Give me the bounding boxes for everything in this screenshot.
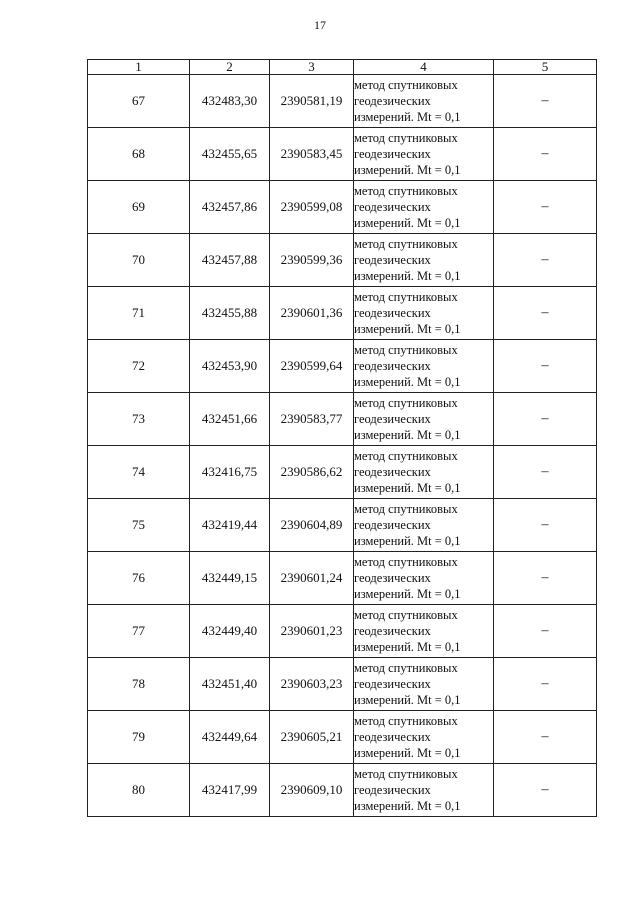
table-row [88,446,597,499]
method-description [354,287,494,340]
coordinate-x: 432449,64 [190,711,270,764]
method-line-1: метод спутниковых [354,290,458,304]
table-row [88,75,597,128]
coordinate-y: 2390604,89 [270,499,354,552]
method-line-1: метод спутниковых [354,714,458,728]
point-number: 77 [88,605,190,658]
coordinate-y: 2390581,19 [270,75,354,128]
method-line-1: метод спутниковых [354,396,458,410]
coordinate-x: 432457,88 [190,234,270,287]
point-number: 68 [88,128,190,181]
method-description [354,499,494,552]
method-description [354,658,494,711]
coordinate-y: 2390601,23 [270,605,354,658]
method-line-3: измерений. Mt = 0,1 [354,746,461,760]
method-line-3: измерений. Mt = 0,1 [354,481,461,495]
method-line-2: геодезических [354,94,431,108]
column-header-1: 1 [88,60,190,75]
coordinate-y: 2390586,62 [270,446,354,499]
coordinate-y: 2390605,21 [270,711,354,764]
point-number: 74 [88,446,190,499]
coordinate-x: 432417,99 [190,764,270,817]
coordinate-x: 432449,15 [190,552,270,605]
method-line-3: измерений. Mt = 0,1 [354,269,461,283]
table-row [88,128,597,181]
description-dash: – [494,711,597,764]
method-description [354,181,494,234]
description-dash: – [494,181,597,234]
method-description [354,605,494,658]
method-line-3: измерений. Mt = 0,1 [354,375,461,389]
method-line-2: геодезических [354,200,431,214]
point-number: 79 [88,711,190,764]
method-line-2: геодезических [354,677,431,691]
method-line-3: измерений. Mt = 0,1 [354,534,461,548]
method-description [354,234,494,287]
point-number: 73 [88,393,190,446]
description-dash: – [494,764,597,817]
method-line-1: метод спутниковых [354,78,458,92]
coordinate-y: 2390599,36 [270,234,354,287]
method-line-3: измерений. Mt = 0,1 [354,110,461,124]
description-dash: – [494,287,597,340]
coordinate-x: 432416,75 [190,446,270,499]
description-dash: – [494,499,597,552]
table-row [88,499,597,552]
method-line-1: метод спутниковых [354,661,458,675]
method-description [354,552,494,605]
method-description [354,340,494,393]
coordinate-y: 2390601,36 [270,287,354,340]
method-line-3: измерений. Mt = 0,1 [354,428,461,442]
point-number: 72 [88,340,190,393]
table-row [88,711,597,764]
coordinates-table [87,59,597,817]
method-line-2: геодезических [354,783,431,797]
method-line-3: измерений. Mt = 0,1 [354,799,461,813]
method-description [354,393,494,446]
description-dash: – [494,552,597,605]
point-number: 76 [88,552,190,605]
method-line-2: геодезических [354,412,431,426]
description-dash: – [494,446,597,499]
column-header-3: 3 [270,60,354,75]
method-description [354,711,494,764]
coordinate-y: 2390583,45 [270,128,354,181]
description-dash: – [494,658,597,711]
point-number: 71 [88,287,190,340]
method-line-3: измерений. Mt = 0,1 [354,163,461,177]
method-line-1: метод спутниковых [354,502,458,516]
method-line-1: метод спутниковых [354,131,458,145]
method-description [354,446,494,499]
coordinate-x: 432419,44 [190,499,270,552]
method-line-2: геодезических [354,147,431,161]
method-line-1: метод спутниковых [354,555,458,569]
method-line-2: геодезических [354,359,431,373]
method-line-1: метод спутниковых [354,343,458,357]
coordinate-x: 432453,90 [190,340,270,393]
coordinate-y: 2390583,77 [270,393,354,446]
description-dash: – [494,234,597,287]
method-line-1: метод спутниковых [354,449,458,463]
table-row [88,605,597,658]
method-line-1: метод спутниковых [354,184,458,198]
point-number: 75 [88,499,190,552]
column-header-4: 4 [354,60,494,75]
column-header-2: 2 [190,60,270,75]
point-number: 78 [88,658,190,711]
coordinate-y: 2390603,23 [270,658,354,711]
coordinate-x: 432451,40 [190,658,270,711]
method-description [354,128,494,181]
coordinate-y: 2390601,24 [270,552,354,605]
coordinate-x: 432483,30 [190,75,270,128]
column-header-5: 5 [494,60,597,75]
method-description [354,75,494,128]
method-line-1: метод спутниковых [354,767,458,781]
coordinate-x: 432451,66 [190,393,270,446]
description-dash: – [494,128,597,181]
coordinate-y: 2390599,64 [270,340,354,393]
method-line-3: измерений. Mt = 0,1 [354,693,461,707]
method-line-2: геодезических [354,306,431,320]
coordinate-y: 2390599,08 [270,181,354,234]
table-row [88,340,597,393]
method-line-1: метод спутниковых [354,237,458,251]
coordinate-y: 2390609,10 [270,764,354,817]
table-row [88,552,597,605]
coordinate-x: 432455,65 [190,128,270,181]
method-line-2: геодезических [354,624,431,638]
point-number: 67 [88,75,190,128]
method-line-2: геодезических [354,730,431,744]
method-line-2: геодезических [354,518,431,532]
table-row [88,764,597,817]
description-dash: – [494,340,597,393]
table-header-row [88,60,597,75]
coordinate-x: 432457,86 [190,181,270,234]
coordinate-x: 432455,88 [190,287,270,340]
coordinate-x: 432449,40 [190,605,270,658]
table-row [88,393,597,446]
table-body [88,75,597,817]
point-number: 80 [88,764,190,817]
table-row [88,234,597,287]
description-dash: – [494,605,597,658]
method-description [354,764,494,817]
method-line-3: измерений. Mt = 0,1 [354,322,461,336]
point-number: 69 [88,181,190,234]
method-line-3: измерений. Mt = 0,1 [354,640,461,654]
method-line-2: геодезических [354,571,431,585]
point-number: 70 [88,234,190,287]
method-line-3: измерений. Mt = 0,1 [354,216,461,230]
table-row [88,181,597,234]
description-dash: – [494,393,597,446]
method-line-2: геодезических [354,465,431,479]
method-line-1: метод спутниковых [354,608,458,622]
table-row [88,287,597,340]
description-dash: – [494,75,597,128]
page-number: 17 [314,18,326,32]
method-line-3: измерений. Mt = 0,1 [354,587,461,601]
method-line-2: геодезических [354,253,431,267]
table-row [88,658,597,711]
